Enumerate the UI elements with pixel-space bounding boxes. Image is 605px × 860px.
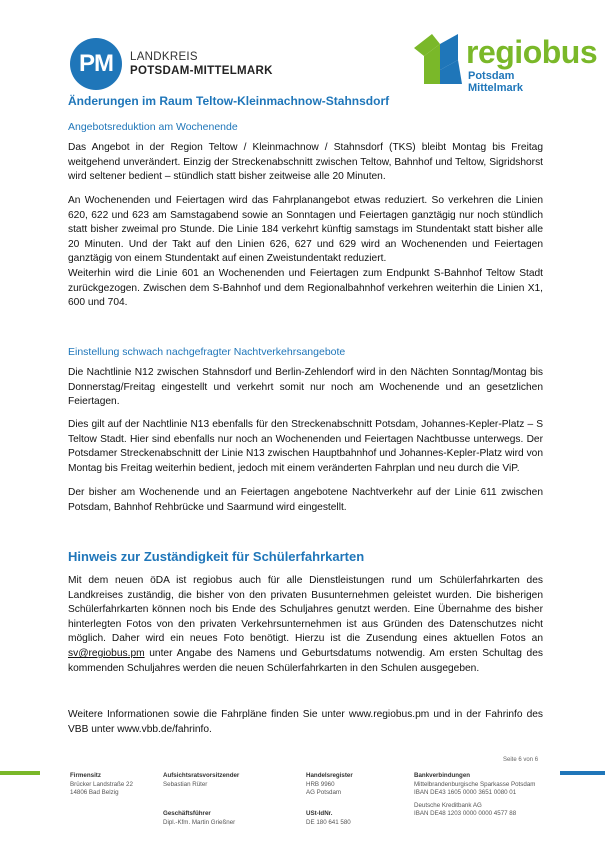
paragraph: Mit dem neuen öDA ist regiobus auch für alle Dienstleistungen rund um Schülerfahrkarten des Landkreises zuständig, die bisher von den privaten Busunternehmen geleistet wurden. Die bisherigen Schülerfahrkarten können noch bis Ende des Schuljahres genutzt werden. Eine Übernahme des bisher hinterlegten Fotos von den privaten Verkehrsunternehmen ist aus Gründen des Datenschutzes nicht möglich. Daher wird ein neues Foto benötigt. Hierzu ist die Zusendung eines aktuellen Fotos an sv@regiobus.pm unter Angabe des Namens und Geburtsdatums notwendig. Am ersten Schultag des kommenden Schuljahres werden die neuen Schülerfahrkarten in den Schulen ausgegeben. xyxy=(68,575,543,674)
paragraph: Weiterhin wird die Linie 601 an Wochenenden und Feiertagen zum Endpunkt S-Bahnhof Teltow Stadt zurückgezogen. Zwischen dem S-Bahnhof und dem Regionalbahnhof verkehren weiterhin die Linien X1, 600 und 704. xyxy=(68,268,543,309)
regiobus-logo xyxy=(410,30,598,94)
section-school-body xyxy=(68,574,543,676)
section-weekend-body xyxy=(68,141,543,185)
footer-aufsichtsrat: Aufsichtsratsvorsitzender Sebastian Rüter xyxy=(163,772,240,788)
paragraph: Der bisher am Wochenende und an Feiertagen angebotene Nachtverkehr auf der Linie 611 zwischen Potsdam, Bahnhof Rehbrücke und Saarmund wird eingestellt. xyxy=(68,487,543,513)
section-heading-weekend: Angebotsreduktion am Wochenende xyxy=(68,121,238,133)
footer-accent-blue xyxy=(560,771,605,775)
landkreis-logo xyxy=(70,38,273,90)
footer-ustid: USt-IdNr. DE 180 641 580 xyxy=(306,810,351,826)
footer-geschaeftsfuehrer: Geschäftsführer Dipl.-Kfm. Martin Grießner xyxy=(163,810,236,826)
email-link[interactable]: sv@regiobus.pm xyxy=(68,647,145,659)
footer-bank: Bankverbindungen Mittelbrandenburgische Sparkasse Potsdam IBAN DE43 1605 0000 3651 0080 01 Deutsche Kreditbank AG IBAN DE48 1203 0000 0000 4577 88 xyxy=(414,772,536,818)
section-heading-night: Einstellung schwach nachgefragter Nachtverkehrsangebote xyxy=(68,346,346,358)
footer-handelsregister: Handelsregister HRB 9960 AG Potsdam xyxy=(306,772,353,797)
footer-firmensitz: Firmensitz Brücker Landstraße 22 14806 Bad Belzig xyxy=(70,772,133,797)
regiobus-mark-icon xyxy=(410,30,466,90)
closing-paragraph: Weitere Informationen sowie die Fahrpläne finden Sie unter www.regiobus.pm und in der Fahrinfo des VBB unter www.vbb.de/fahrinfo. xyxy=(68,709,543,735)
paragraph: Das Angebot in der Region Teltow / Kleinmachnow / Stahnsdorf (TKS) bleibt Montag bis Freitag weitgehend unverändert. Einzig der Streckenabschnitt zwischen Teltow, Bahnhof und Teltow, Sigridshorst wird seltener bedient – stündlich statt bisher zeitweise alle 20 Minuten. xyxy=(68,142,543,183)
section-heading-school-tickets: Hinweis zur Zuständigkeit für Schülerfahrkarten xyxy=(68,549,365,564)
regiobus-subtitle: Potsdam Mittelmark xyxy=(468,70,524,94)
logo-line-2: POTSDAM-MITTELMARK xyxy=(130,65,273,77)
paragraph: Die Nachtlinie N12 zwischen Stahnsdorf und Berlin-Zehlendorf wird in den Nächten Sonntag/Montag bis Donnerstag/Freitag eingestellt und verkehrt somit nur noch am Wochenende und an gesetzlichen Feiertagen. xyxy=(68,367,543,408)
paragraph: Dies gilt auf der Nachtlinie N13 ebenfalls für den Streckenabschnitt Potsdam, Johannes-Kepler-Platz – S Teltow Stadt. Hier sind ebenfalls nur noch an Wochenenden und Feiertagen Nachtbusse unterwegs. Der Potsdamer Streckenabschnitt der Linie N13 zwischen Hauptbahnhof und Johannes-Kepler-Platz wird von Montag bis Freitag weiterhin bedient, jedoch mit einem veränderten Fahrplan und neu durch die ViP. xyxy=(68,419,543,474)
pm-logo-icon: PM xyxy=(70,38,122,90)
section-night-body xyxy=(68,366,543,410)
logo-line-1: LANDKREIS xyxy=(130,51,198,63)
footer-accent-green xyxy=(0,771,40,775)
regiobus-wordmark: regiobus xyxy=(466,34,598,70)
page-number: Seite 6 von 6 xyxy=(503,757,539,763)
page-title: Änderungen im Raum Teltow-Kleinmachnow-Stahnsdorf xyxy=(68,94,390,108)
paragraph: An Wochenenden und Feiertagen wird das Fahrplanangebot etwas reduziert. So verkehren die Linien 620, 622 und 623 am Samstagabend sowie an Sonntagen und Feiertagen ganztägig nur noch stündlich statt bisher zweimal pro Stunde. Die Linie 184 verkehrt künftig samstags im Stundentakt statt bisher alle 20 Minuten. Und der Takt auf den Linien 626, 627 und 629 wird an Wochenenden und Feiertagen ganztägig von einem Stundentakt auf einen Zweistundentakt reduziert. xyxy=(68,195,543,265)
